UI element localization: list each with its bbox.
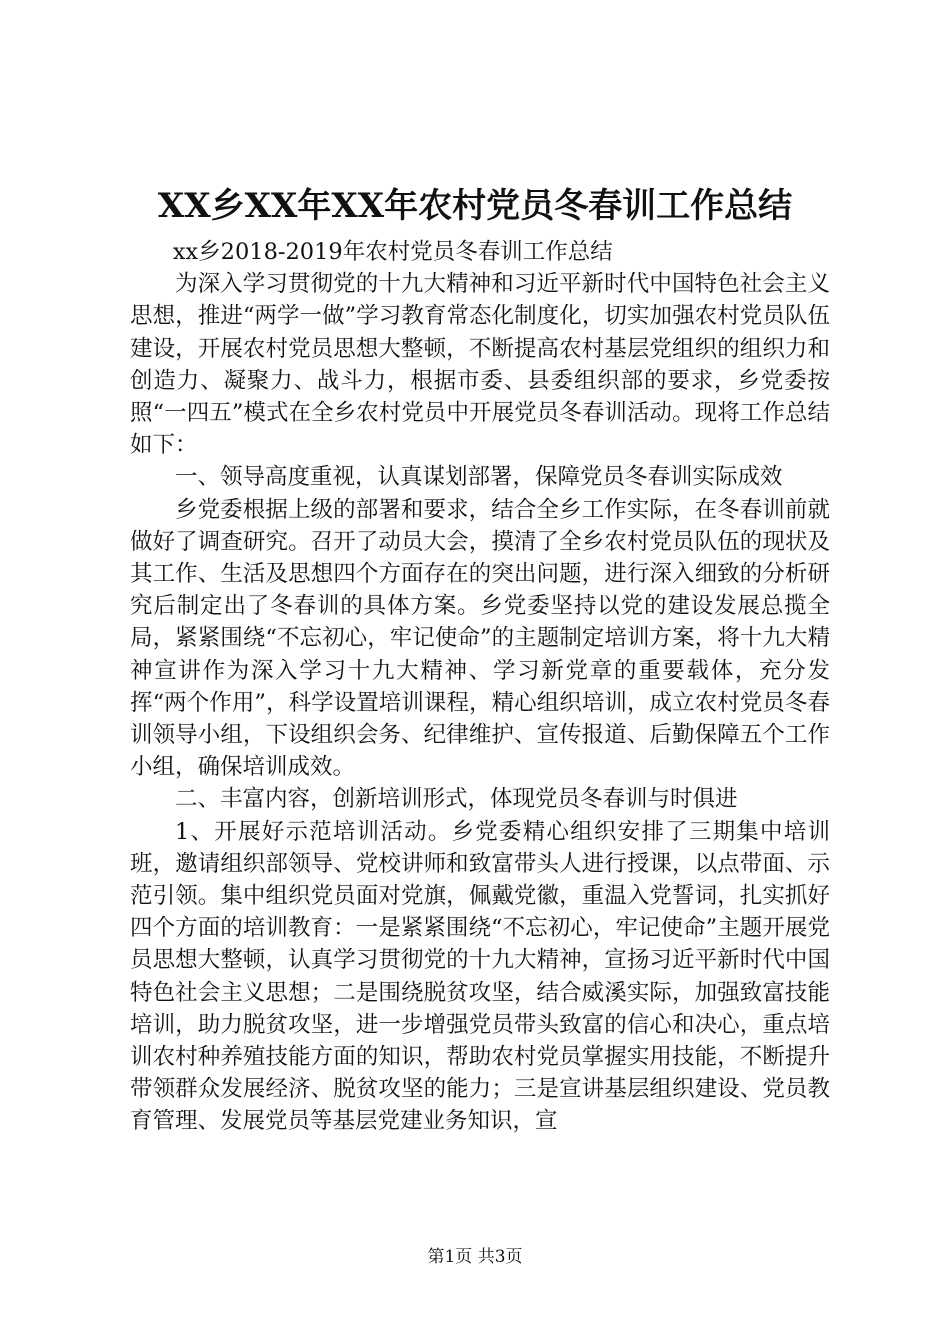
section-heading-1: 一、领导高度重视，认真谋划部署，保障党员冬春训实际成效 xyxy=(175,464,783,491)
document-title: XX乡XX年XX年农村党员冬春训工作总结 xyxy=(157,186,793,226)
document-subtitle: xx乡2018-2019年农村党员冬春训工作总结 xyxy=(172,239,613,265)
page-number-footer: 第1页 共3页 xyxy=(427,1247,523,1267)
section-heading-2: 二、丰富内容，创新培训形式，体现党员冬春训与时俱进 xyxy=(175,786,738,813)
paragraph-item-1: 1、开展好示范培训活动。乡党委精心组织安排了三期集中培训班，邀请组织部领导、党校讲师和致富带头人进行授课，以点带面、示范引领。集中组织党员面对党旗，佩戴党徽，重温入党誓词，扎实抓好四个方面的培训教育：一是紧紧围绕“不忘初心，牢记使命”主题开展党员思想大整顿，认真学习贯彻党的十九大精神，宣扬习近平新时代中国特色社会主义思想；二是围绕脱贫攻坚，结合威溪实际，加强致富技能培训，助力脱贫攻坚，进一步增强党员带头致富的信心和决心，重点培训农村种养殖技能方面的知识，帮助农村党员掌握实用技能，不断提升带领群众发展经济、脱贫攻坚的能力；三是宣讲基层组织建设、党员教育管理、发展党员等基层党建业务知识，宣 xyxy=(130,818,830,1135)
paragraph-section-1: 乡党委根据上级的部署和要求，结合全乡工作实际，在冬春训前就做好了调查研究。召开了动员大会，摸清了全乡农村党员队伍的现状及其工作、生活及思想四个方面存在的突出问题，进行深入细致的分析研究后制定出了冬春训的具体方案。乡党委坚持以党的建设发展总揽全局，紧紧围绕“不忘初心，牢记使命”的主题制定培训方案，将十九大精神宣讲作为深入学习十九大精神、学习新党章的重要载体，充分发挥“两个作用”，科学设置培训课程，精心组织培训，成立农村党员冬春训领导小组，下设组织会务、纪律维护、宣传报道、后勤保障五个工作小组，确保培训成效。 xyxy=(130,496,830,781)
document-body xyxy=(130,236,830,1138)
paragraph-intro: 为深入学习贯彻党的十九大精神和习近平新时代中国特色社会主义思想，推进“两学一做”学习教育常态化制度化，切实加强农村党员队伍建设，开展农村党员思想大整顿，不断提高农村基层党组织的组织力和创造力、凝聚力、战斗力，根据市委、县委组织部的要求，乡党委按照“一四五”模式在全乡农村党员中开展党员冬春训活动。现将工作总结如下： xyxy=(130,271,830,459)
